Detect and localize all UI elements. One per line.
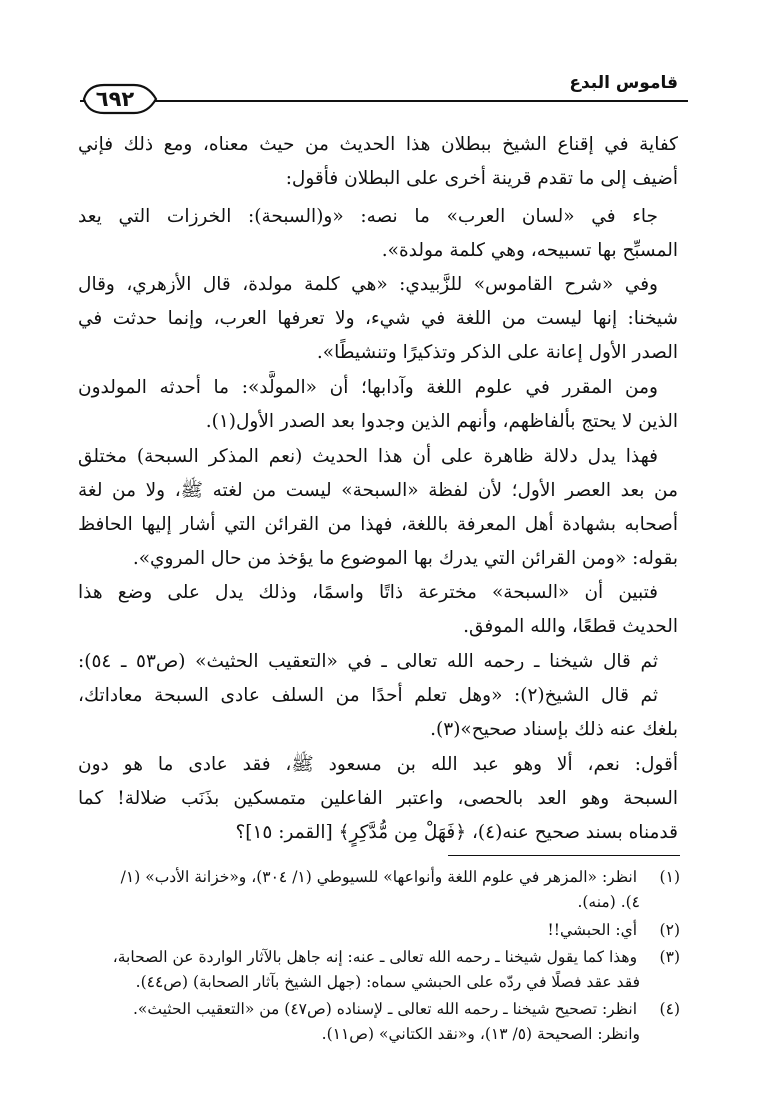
- body-line: ومن المقرر في علوم اللغة وآدابها؛ أن «المولَّد»: ما أحدثه المولدون: [78, 377, 658, 398]
- page-number: ٦٩٢: [95, 87, 135, 111]
- body-line: فهذا يدل دلالة ظاهرة على أن هذا الحديث (نعم المذكر السبحة) مختلق: [78, 446, 658, 467]
- body-line: بلغك عنه ذلك بإسناد صحيح»(٣).: [430, 719, 678, 740]
- footnote-3: [80, 945, 680, 970]
- footnote-text: فقد عقد فصلًا في ردّه على الحبشي سماه: (جهل الشيخ بآثار الصحابة) (ص٤٤).: [135, 973, 640, 991]
- body-line: الذين لا يحتج بألفاظهم، وأنهم الذين وجدوا بعد الصدر الأول(١).: [205, 411, 678, 432]
- footnote-text: وانظر: الصحيحة (٥/ ١٣)، و«نقد الكتاني» (ص١١).: [321, 1025, 640, 1043]
- body-line: أصحابه بشهادة أهل المعرفة باللغة، فهذا من القرائن التي أشار إليها الحافظ: [78, 514, 678, 535]
- body-line: فتبين أن «السبحة» مخترعة ذاتًا واسمًا، وذلك يدل على وضع هذا: [78, 582, 658, 603]
- footnote-separator: [448, 855, 680, 856]
- footnote-3-cont: [80, 970, 640, 995]
- footnote-4-cont: [80, 1022, 640, 1047]
- body-line: شيخنا: إنها ليست من اللغة في شيء، ولا تعرفها العرب، وإنما حدثت في: [78, 308, 678, 329]
- footnote-text: وهذا كما يقول شيخنا ـ رحمه الله تعالى ـ عنه: إنه جاهل بالآثار الواردة عن الصحابة،: [112, 948, 638, 966]
- body-line: قدمناه بسند صحيح عنه(٤)، ﴿فَهَلْ مِن مُّدَّكِرٍ﴾ [القمر: ١٥]؟: [235, 822, 678, 843]
- body-line: ثم قال شيخنا ـ رحمه الله تعالى ـ في «التعقيب الحثيث» (ص٥٣ ـ ٥٤):: [78, 651, 658, 672]
- footnote-number: (٣): [659, 948, 680, 966]
- footnote-1: [80, 865, 680, 890]
- body-line: الصدر الأول إعانة على الذكر وتذكيرًا وتنشيطًا».: [316, 342, 678, 363]
- body-line: وفي «شرح القاموس» للزَّبيدي: «هي كلمة مولدة، قال الأزهري، وقال: [78, 274, 658, 295]
- body-line: السبحة وهو العد بالحصى، واعتبر الفاعلين متمسكين بذَنَب ضلالة! كما: [78, 788, 678, 809]
- footnote-text: انظر: «المزهر في علوم اللغة وأنواعها» للسيوطي (١/ ٣٠٤)، و«خزانة الأدب» (١/: [120, 868, 638, 886]
- footnote-number: (٤): [659, 1000, 680, 1018]
- body-line: الحديث قطعًا، والله الموفق.: [463, 616, 678, 637]
- header-rule: [80, 100, 688, 102]
- footnote-1-cont: [80, 890, 640, 915]
- footnote-text: انظر: تصحيح شيخنا ـ رحمه الله تعالى ـ لإسناده (ص٤٧) من «التعقيب الحثيث».: [132, 1000, 638, 1018]
- body-line: كفاية في إقناع الشيخ ببطلان هذا الحديث من حيث معناه، ومع ذلك فإني: [78, 134, 678, 155]
- body-line: المسبِّح بها تسبيحه، وهي كلمة مولدة».: [381, 240, 678, 261]
- footnote-text: أي: الحبشي!!: [547, 921, 638, 939]
- body-line: جاء في «لسان العرب» ما نصه: «و(السبحة): الخرزات التي يعد: [78, 206, 658, 227]
- body-line: أقول: نعم، ألا وهو عبد الله بن مسعود ﷺ، فقد عادى ما هو دون: [78, 754, 678, 775]
- footnote-2: [80, 918, 680, 943]
- running-title: قاموس البدع: [569, 73, 678, 93]
- body-line: أضيف إلى ما تقدم قرينة أخرى على البطلان فأقول:: [285, 168, 678, 189]
- footnote-number: (٢): [659, 921, 680, 939]
- footnote-4: [80, 997, 680, 1022]
- body-line: من بعد العصر الأول؛ لأن لفظة «السبحة» ليست من لغته ﷺ، ولا من لغة: [78, 480, 678, 501]
- body-line: ثم قال الشيخ(٢): «وهل تعلم أحدًا من السلف عادى السبحة معاداتك،: [78, 685, 658, 706]
- body-line: بقوله: «ومن القرائن التي يدرك بها الموضوع ما يؤخذ من حال المروي».: [132, 548, 678, 569]
- footnote-text: ٤). (منه).: [577, 893, 640, 911]
- footnote-number: (١): [659, 868, 680, 886]
